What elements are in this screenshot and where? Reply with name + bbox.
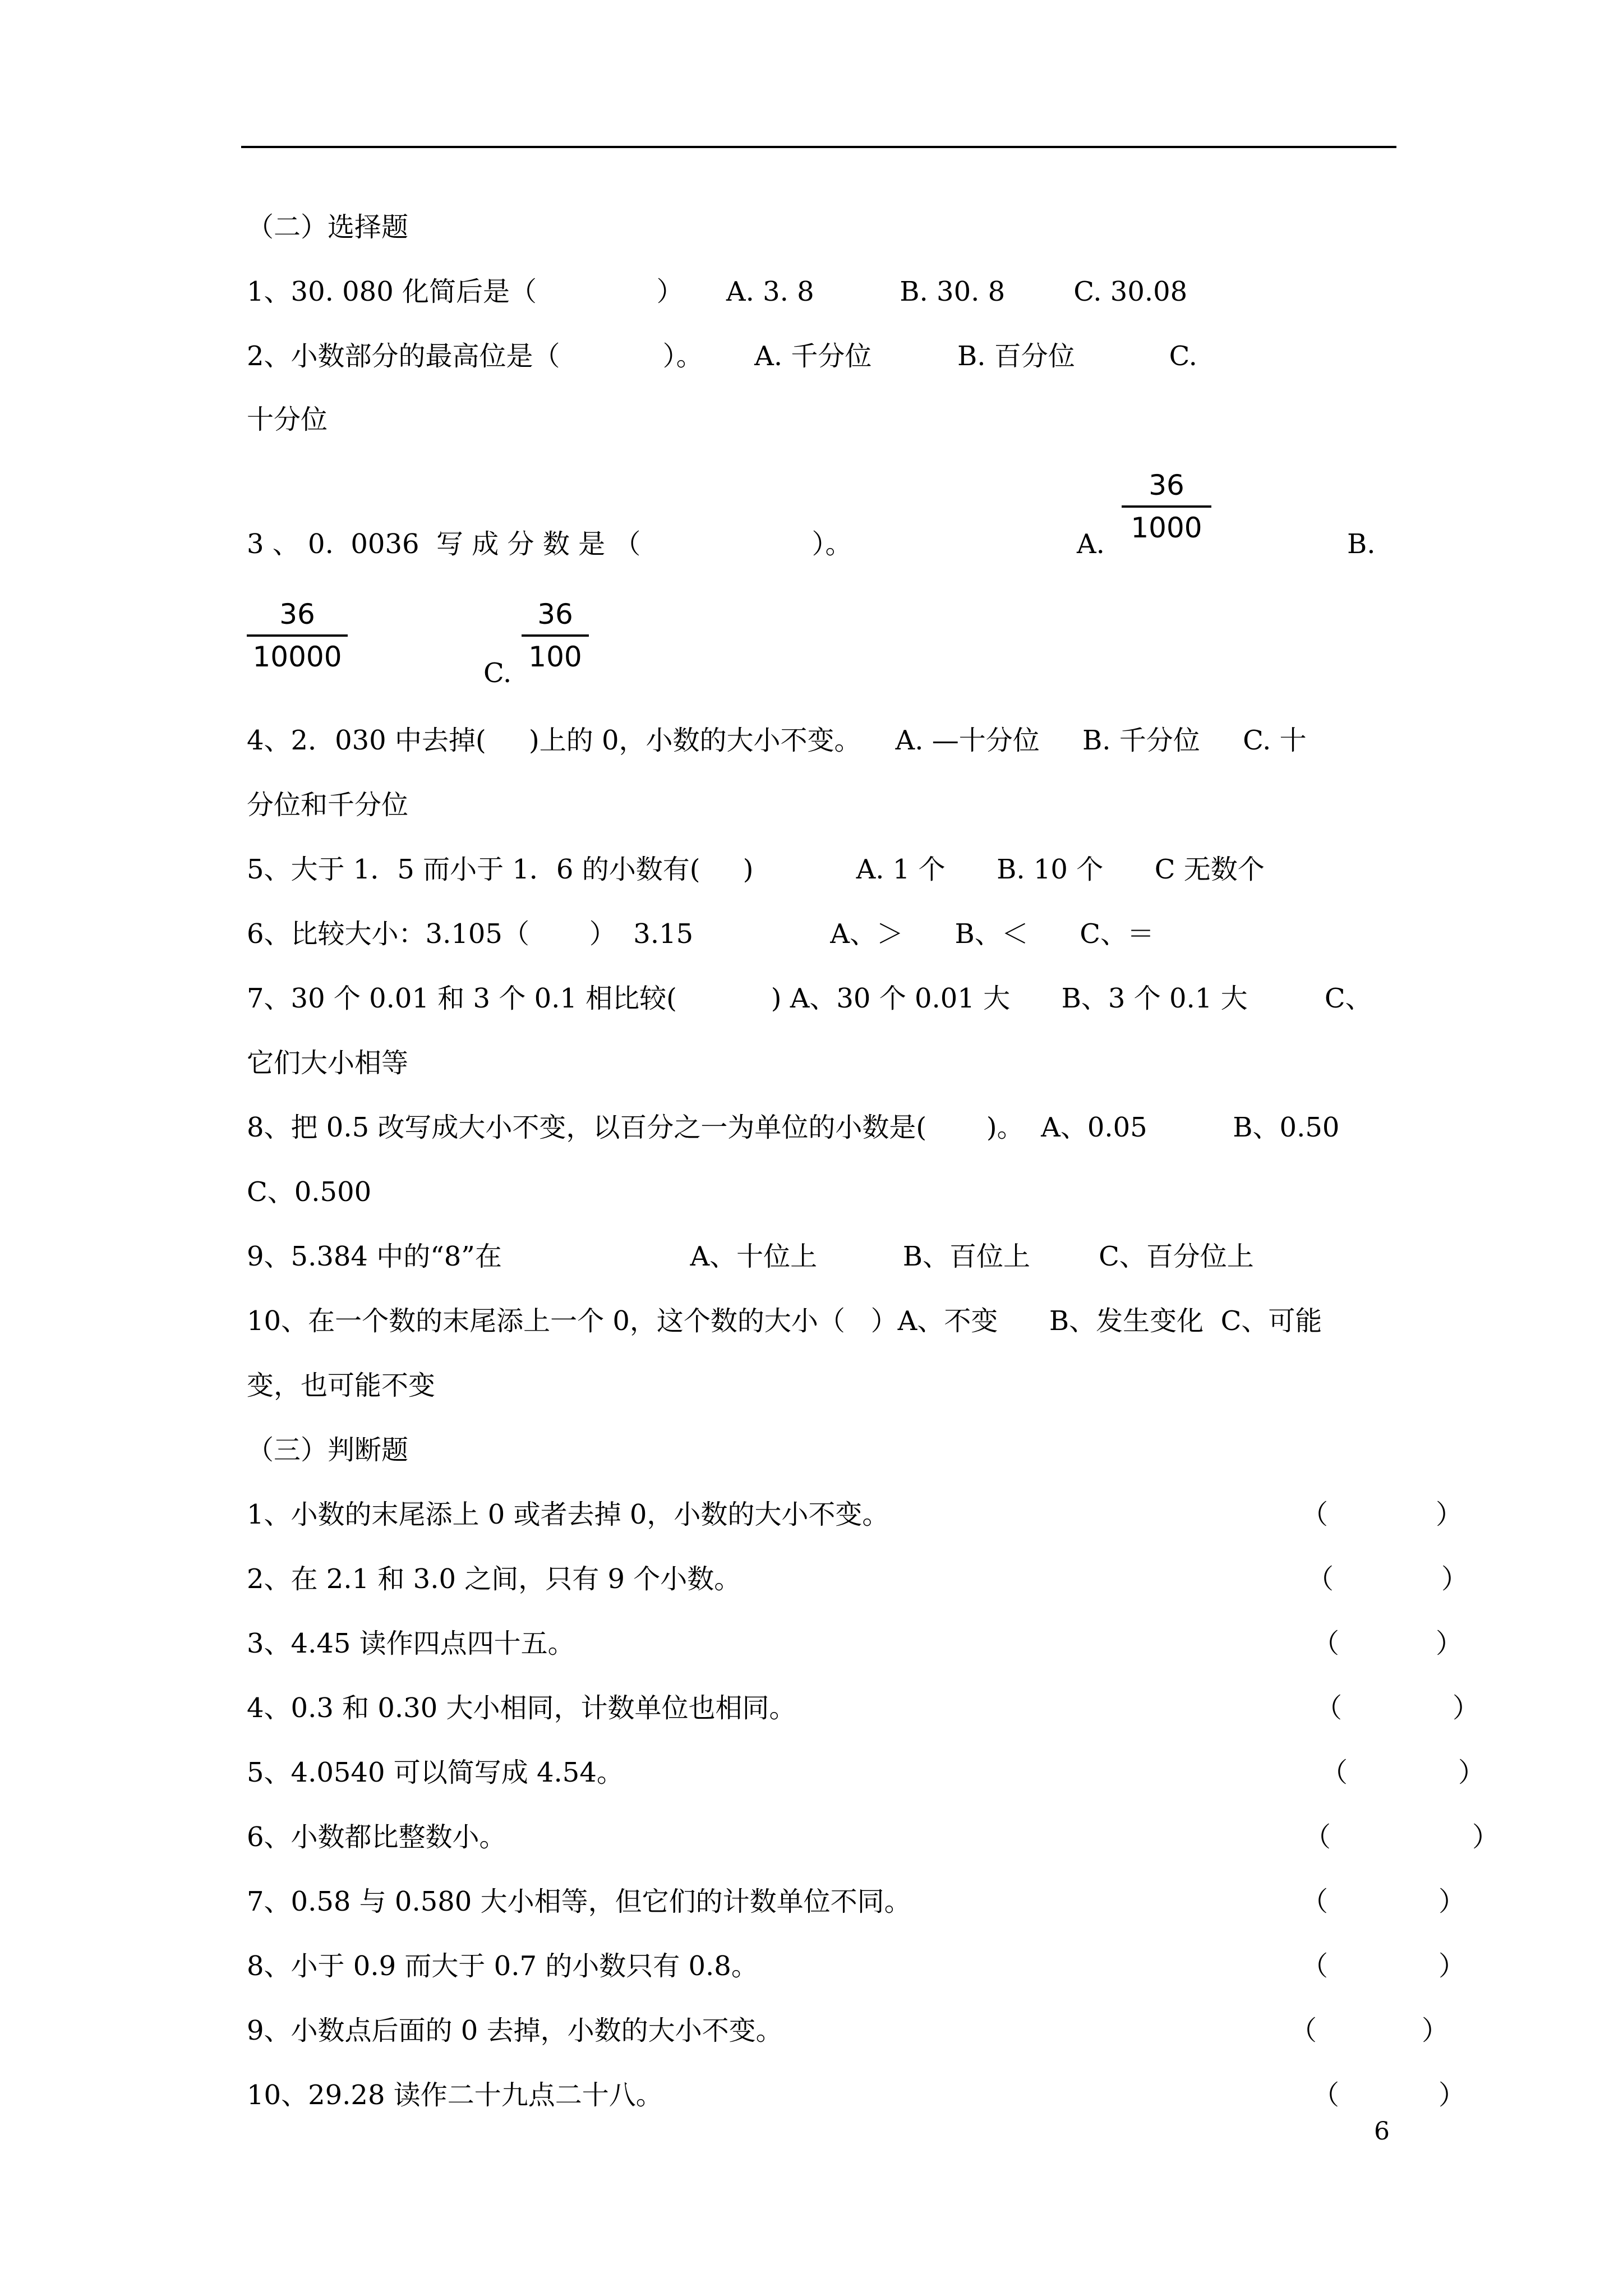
question-7-line-1: 7、30 个 0.01 和 3 个 0.1 相比较( ) A、30 个 0.01 大 B、3 个 0.1 大 C、 [247, 983, 1372, 1014]
judgement-4-paren-close: ） [1453, 1692, 1480, 1724]
judgement-1-paren-close: ） [1436, 1499, 1463, 1530]
judgement-4-paren-open: （ [1315, 1692, 1343, 1724]
judgement-2-paren-close: ） [1441, 1563, 1469, 1595]
judgement-10-paren-close: ） [1438, 2079, 1466, 2111]
option-c-label: C. [483, 657, 512, 689]
judgement-7-paren-open: （ [1301, 1886, 1329, 1917]
option-a-label: A. [1077, 528, 1105, 560]
question-10-line-2: 变，也可能不变 [247, 1370, 436, 1401]
question-1: 1、30. 080 化简后是（ ） A. 3. 8 B. 30. 8 C. 30.08 [247, 276, 1188, 307]
fraction-a-bar [1122, 505, 1211, 508]
judgement-5-paren-open: （ [1321, 1757, 1348, 1788]
fraction-c-bar [522, 634, 589, 637]
judgement-6-paren-open: （ [1304, 1821, 1331, 1853]
judgement-6-paren-close: ） [1472, 1821, 1500, 1853]
judgement-9-paren-close: ） [1422, 2015, 1449, 2046]
fraction-c-numerator: 36 [537, 598, 573, 631]
question-10-line-1: 10、在一个数的末尾添上一个 0，这个数的大小（ ）A、不变 B、发生变化 C、可能 [247, 1305, 1322, 1337]
fraction-b-denominator: 10000 [252, 641, 342, 673]
option-b-label: B. [1347, 528, 1376, 560]
judgement-5: 5、4.0540 可以简写成 4.54。 [247, 1757, 624, 1788]
fraction-c [522, 597, 589, 674]
judgement-2: 2、在 2.1 和 3.0 之间，只有 9 个小数。 [247, 1563, 741, 1595]
judgement-1: 1、小数的末尾添上 0 或者去掉 0，小数的大小不变。 [247, 1499, 889, 1530]
judgement-10: 10、29.28 读作二十九点二十八。 [247, 2079, 663, 2111]
judgement-4: 4、0.3 和 0.30 大小相同，计数单位也相同。 [247, 1692, 796, 1724]
question-4-line-1: 4、2．030 中去掉( )上的 0，小数的大小不变。 A. —十分位 B. 千分位 C. 十 [247, 725, 1307, 756]
judgement-8-paren-open: （ [1301, 1950, 1329, 1982]
section-title-judgement: （三）判断题 [247, 1434, 409, 1466]
question-7-line-2: 它们大小相等 [247, 1047, 409, 1079]
header-rule [241, 146, 1396, 148]
question-9: 9、5.384 中的“8”在 A、十位上 B、百位上 C、百分位上 [247, 1241, 1254, 1272]
judgement-10-paren-open: （ [1312, 2079, 1340, 2111]
question-5: 5、大于 1．5 而小于 1．6 的小数有( ) A. 1 个 B. 10 个 C 无数个 [247, 854, 1265, 885]
section-title-choice: （二）选择题 [247, 211, 409, 243]
fraction-a-denominator: 1000 [1131, 512, 1202, 544]
fraction-b-bar [247, 634, 348, 637]
question-2-line-1: 2、小数部分的最高位是（ ）。 A. 千分位 B. 百分位 C. [247, 341, 1197, 372]
judgement-7-paren-close: ） [1438, 1886, 1466, 1917]
judgement-8-paren-close: ） [1438, 1950, 1466, 1982]
question-4-line-2: 分位和千分位 [247, 789, 409, 821]
question-2-line-2: 十分位 [247, 404, 328, 435]
question-3: 3 、 0. 0036 写 成 分 数 是 （ ）。 [247, 528, 852, 560]
judgement-9: 9、小数点后面的 0 去掉，小数的大小不变。 [247, 2015, 783, 2046]
judgement-8: 8、小于 0.9 而大于 0.7 的小数只有 0.8。 [247, 1950, 758, 1982]
fraction-c-denominator: 100 [528, 641, 582, 673]
judgement-2-paren-open: （ [1307, 1563, 1334, 1595]
fraction-b-numerator: 36 [279, 598, 315, 631]
question-8-line-1: 8、把 0.5 改写成大小不变，以百分之一为单位的小数是( )。 A、0.05 B、0.50 [247, 1112, 1340, 1143]
judgement-1-paren-open: （ [1301, 1499, 1329, 1530]
judgement-5-paren-close: ） [1458, 1757, 1486, 1788]
fraction-a-numerator: 36 [1149, 469, 1184, 501]
page-number: 6 [1374, 2117, 1390, 2146]
fraction-a [1122, 468, 1211, 545]
judgement-6: 6、小数都比整数小。 [247, 1821, 506, 1853]
judgement-3: 3、4.45 读作四点四十五。 [247, 1628, 575, 1659]
question-6: 6、比较大小：3.105（ ） 3.15 A、＞ B、＜ C、＝ [247, 918, 1155, 950]
judgement-7: 7、0.58 与 0.580 大小相等，但它们的计数单位不同。 [247, 1886, 911, 1917]
fraction-b [247, 597, 348, 674]
question-8-line-2: C、0.500 [247, 1176, 372, 1208]
judgement-3-paren-close: ） [1436, 1628, 1463, 1659]
judgement-9-paren-open: （ [1290, 2015, 1317, 2046]
judgement-3-paren-open: （ [1312, 1628, 1340, 1659]
